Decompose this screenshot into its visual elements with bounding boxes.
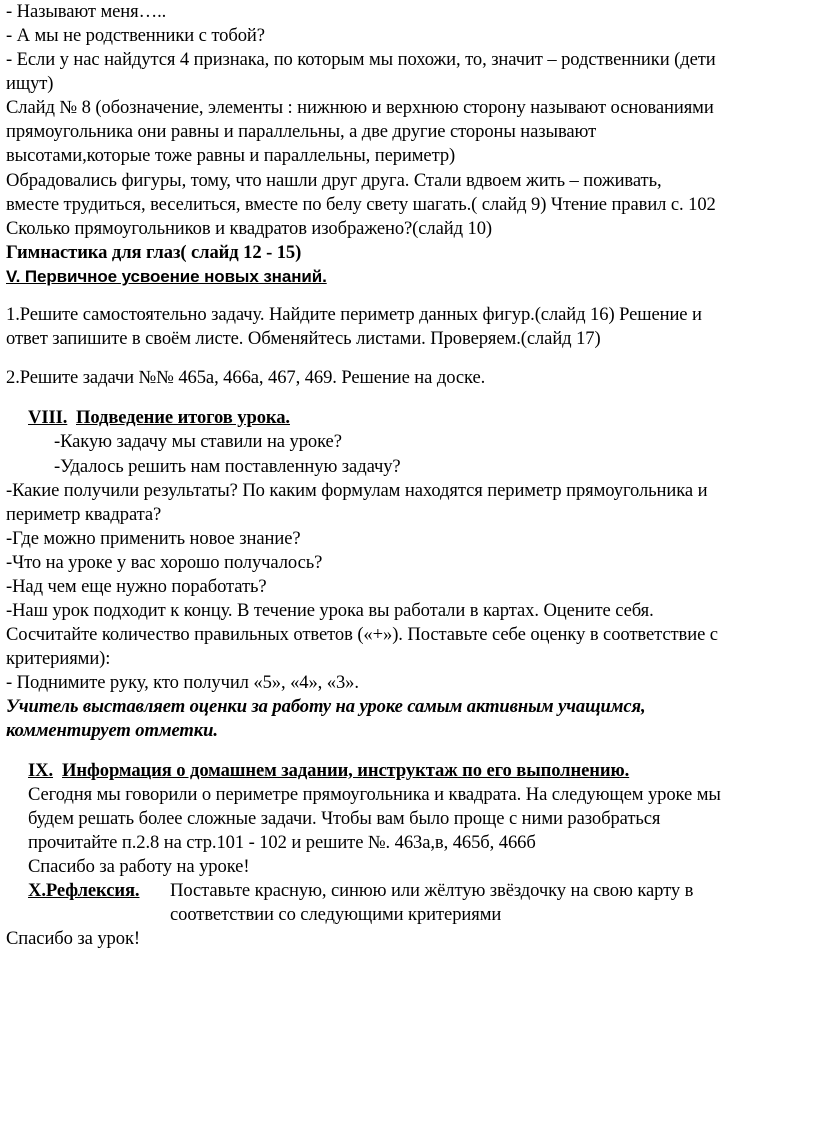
reflection-line-1: Поставьте красную, синюю или жёлтую звёздочку на свою карту в <box>170 880 694 901</box>
dialogue-line-2: - А мы не родственники с тобой? <box>6 25 265 46</box>
homework-line-1: Сегодня мы говорили о периметре прямоугольника и квадрата. На следующем уроке мы <box>28 784 721 805</box>
summary-question-5: -Что на уроке у вас хорошо получалось? <box>6 552 323 573</box>
summary-question-6: -Над чем еще нужно поработать? <box>6 576 267 597</box>
final-thanks-line: Спасибо за урок! <box>6 928 140 949</box>
reflection-heading: X.Рефлексия. <box>28 880 140 901</box>
dialogue-line-3-cont: ищут) <box>6 73 54 94</box>
teacher-note-line-2: комментирует отметки. <box>6 720 218 741</box>
dialogue-line-1: - Называют меня….. <box>6 1 167 22</box>
summary-question-1: -Какую задачу мы ставили на уроке? <box>54 431 342 452</box>
slide-8-line-3: высотами,которые тоже равны и параллельны, периметр) <box>6 145 456 166</box>
summary-question-3-cont: периметр квадрата? <box>6 504 162 525</box>
homework-line-3: прочитайте п.2.8 на стр.101 - 102 и решите №. 463а,в, 465б, 466б <box>28 832 536 853</box>
self-assessment-line-3: критериями): <box>6 648 111 669</box>
dialogue-line-3: - Если у нас найдутся 4 признака, по которым мы похожи, то, значит – родственники (дети <box>6 49 716 70</box>
reflection-line-2: соответствии со следующими критериями <box>170 904 502 925</box>
summary-question-2: -Удалось решить нам поставленную задачу? <box>54 456 401 477</box>
section-ix-number: IX. <box>28 760 54 781</box>
self-assessment-line-2: Сосчитайте количество правильных ответов («+»). Поставьте себе оценку в соответствие с <box>6 624 718 645</box>
raise-hand-line: - Поднимите руку, кто получил «5», «4», «3». <box>6 672 359 693</box>
section-viii-number: VIII. <box>28 407 68 428</box>
task-1-line-2: ответ запишите в своём листе. Обменяйтесь листами. Проверяем.(слайд 17) <box>6 328 601 349</box>
story-line-3: Сколько прямоугольников и квадратов изображено?(слайд 10) <box>6 218 492 239</box>
summary-question-4: -Где можно применить новое знание? <box>6 528 301 549</box>
section-v-heading: V. Первичное усвоение новых знаний. <box>6 267 327 286</box>
task-2-line: 2.Решите задачи №№ 465а, 466а, 467, 469. Решение на доске. <box>6 367 486 388</box>
section-ix-heading: Информация о домашнем задании, инструктаж по его выполнению. <box>62 760 630 781</box>
teacher-note-line-1: Учитель выставляет оценки за работу на уроке самым активным учащимся, <box>6 696 646 717</box>
thanks-for-work-line: Спасибо за работу на уроке! <box>28 856 250 877</box>
story-line-1: Обрадовались фигуры, тому, что нашли друг друга. Стали вдвоем жить – поживать, <box>6 170 662 191</box>
section-viii-heading: Подведение итогов урока. <box>76 407 290 428</box>
task-1-line-1: 1.Решите самостоятельно задачу. Найдите периметр данных фигур.(слайд 16) Решение и <box>6 304 702 325</box>
summary-question-3: -Какие получили результаты? По каким формулам находятся периметр прямоугольника и <box>6 480 708 501</box>
slide-8-line-2: прямоугольника они равны и параллельны, а две другие стороны называют <box>6 121 597 142</box>
slide-8-line-1: Слайд № 8 (обозначение, элементы : нижнюю и верхнюю сторону называют основаниями <box>6 97 714 118</box>
story-line-2: вместе трудиться, веселиться, вместе по белу свету шагать.( слайд 9) Чтение правил с. 102 <box>6 194 716 215</box>
self-assessment-line-1: -Наш урок подходит к концу. В течение урока вы работали в картах. Оцените себя. <box>6 600 654 621</box>
eye-gymnastics-heading: Гимнастика для глаз( слайд 12 - 15) <box>6 242 302 263</box>
homework-line-2: будем решать более сложные задачи. Чтобы вам было проще с ними разобраться <box>28 808 661 829</box>
